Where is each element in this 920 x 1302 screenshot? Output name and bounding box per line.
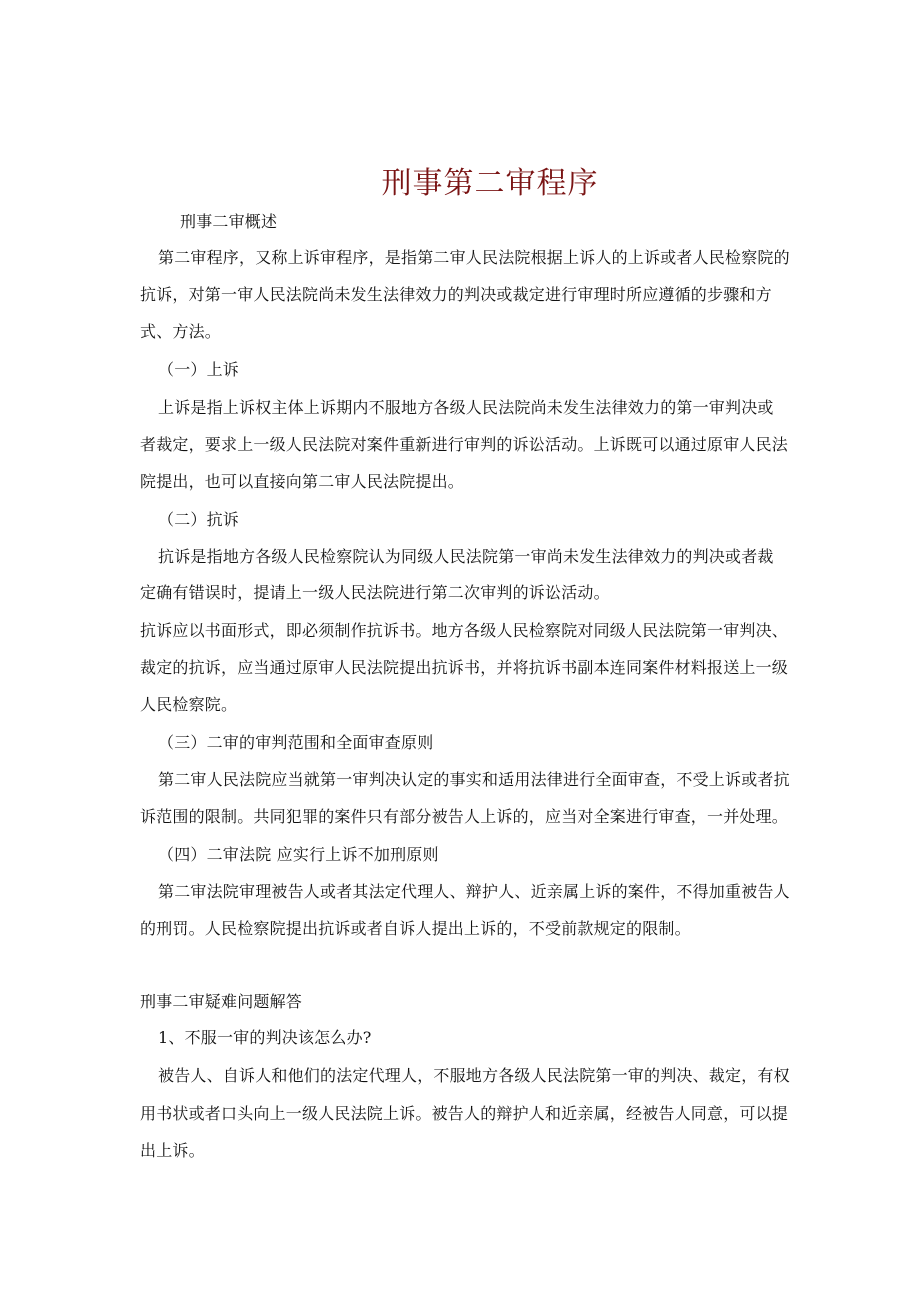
- paragraph-line: 的刑罚。人民检察院提出抗诉或者自诉人提出上诉的，不受前款规定的限制。: [140, 919, 691, 938]
- paragraph-line: 者裁定，要求上一级人民法院对案件重新进行审判的诉讼活动。上诉既可以通过原审人民法: [140, 435, 789, 454]
- paragraph-line: 第二审程序，又称上诉审程序，是指第二审人民法院根据上诉人的上诉或者人民检察院的: [158, 248, 790, 267]
- paragraph-line: 抗诉应以书面形式，即必须制作抗诉书。地方各级人民检察院对同级人民法院第一审判决、: [140, 621, 789, 640]
- subheading-appeal: （一）上诉: [158, 360, 240, 379]
- paragraph-line: 第二审人民法院应当就第一审判决认定的事实和适用法律进行全面审查，不受上诉或者抗: [158, 770, 790, 789]
- paragraph-line: 被告人、自诉人和他们的法定代理人，不服地方各级人民法院第一审的判决、裁定，有权: [158, 1066, 790, 1085]
- section-heading-overview: 刑事二审概述: [180, 212, 278, 231]
- section-heading-faq: 刑事二审疑难问题解答: [140, 992, 303, 1011]
- paragraph-line: 式、方法。: [140, 322, 222, 341]
- subheading-no-heavier-penalty: （四）二审法院 应实行上诉不加刑原则: [158, 845, 439, 864]
- paragraph-line: 诉范围的限制。共同犯罪的案件只有部分被告人上诉的，应当对全案进行审查，一并处理。: [140, 807, 789, 826]
- paragraph-line: 用书状或者口头向上一级人民法院上诉。被告人的辩护人和近亲属，经被告人同意，可以提: [140, 1104, 789, 1123]
- paragraph-line: 人民检察院。: [140, 695, 238, 714]
- faq-question: 1、不服一审的判决该怎么办?: [158, 1028, 372, 1047]
- paragraph-line: 出上诉。: [140, 1141, 205, 1160]
- subheading-protest: （二）抗诉: [158, 510, 240, 529]
- paragraph-line: 抗诉是指地方各级人民检察院认为同级人民法院第一审尚未发生法律效力的判决或者裁: [158, 547, 774, 566]
- paragraph-line: 定确有错误时，提请上一级人民法院进行第二次审判的诉讼活动。: [140, 583, 610, 602]
- paragraph-line: 院提出，也可以直接向第二审人民法院提出。: [140, 472, 465, 491]
- paragraph-line: 上诉是指上诉权主体上诉期内不服地方各级人民法院尚未发生法律效力的第一审判决或: [158, 398, 774, 417]
- subheading-scope: （三）二审的审判范围和全面审查原则: [158, 733, 434, 752]
- paragraph-line: 抗诉，对第一审人民法院尚未发生法律效力的判决或裁定进行审理时所应遵循的步骤和方: [140, 285, 772, 304]
- paragraph-line: 裁定的抗诉，应当通过原审人民法院提出抗诉书，并将抗诉书副本连同案件材料报送上一级: [140, 658, 789, 677]
- paragraph-line: 第二审法院审理被告人或者其法定代理人、辩护人、近亲属上诉的案件，不得加重被告人: [158, 882, 790, 901]
- document-title: 刑事第二审程序: [381, 166, 599, 201]
